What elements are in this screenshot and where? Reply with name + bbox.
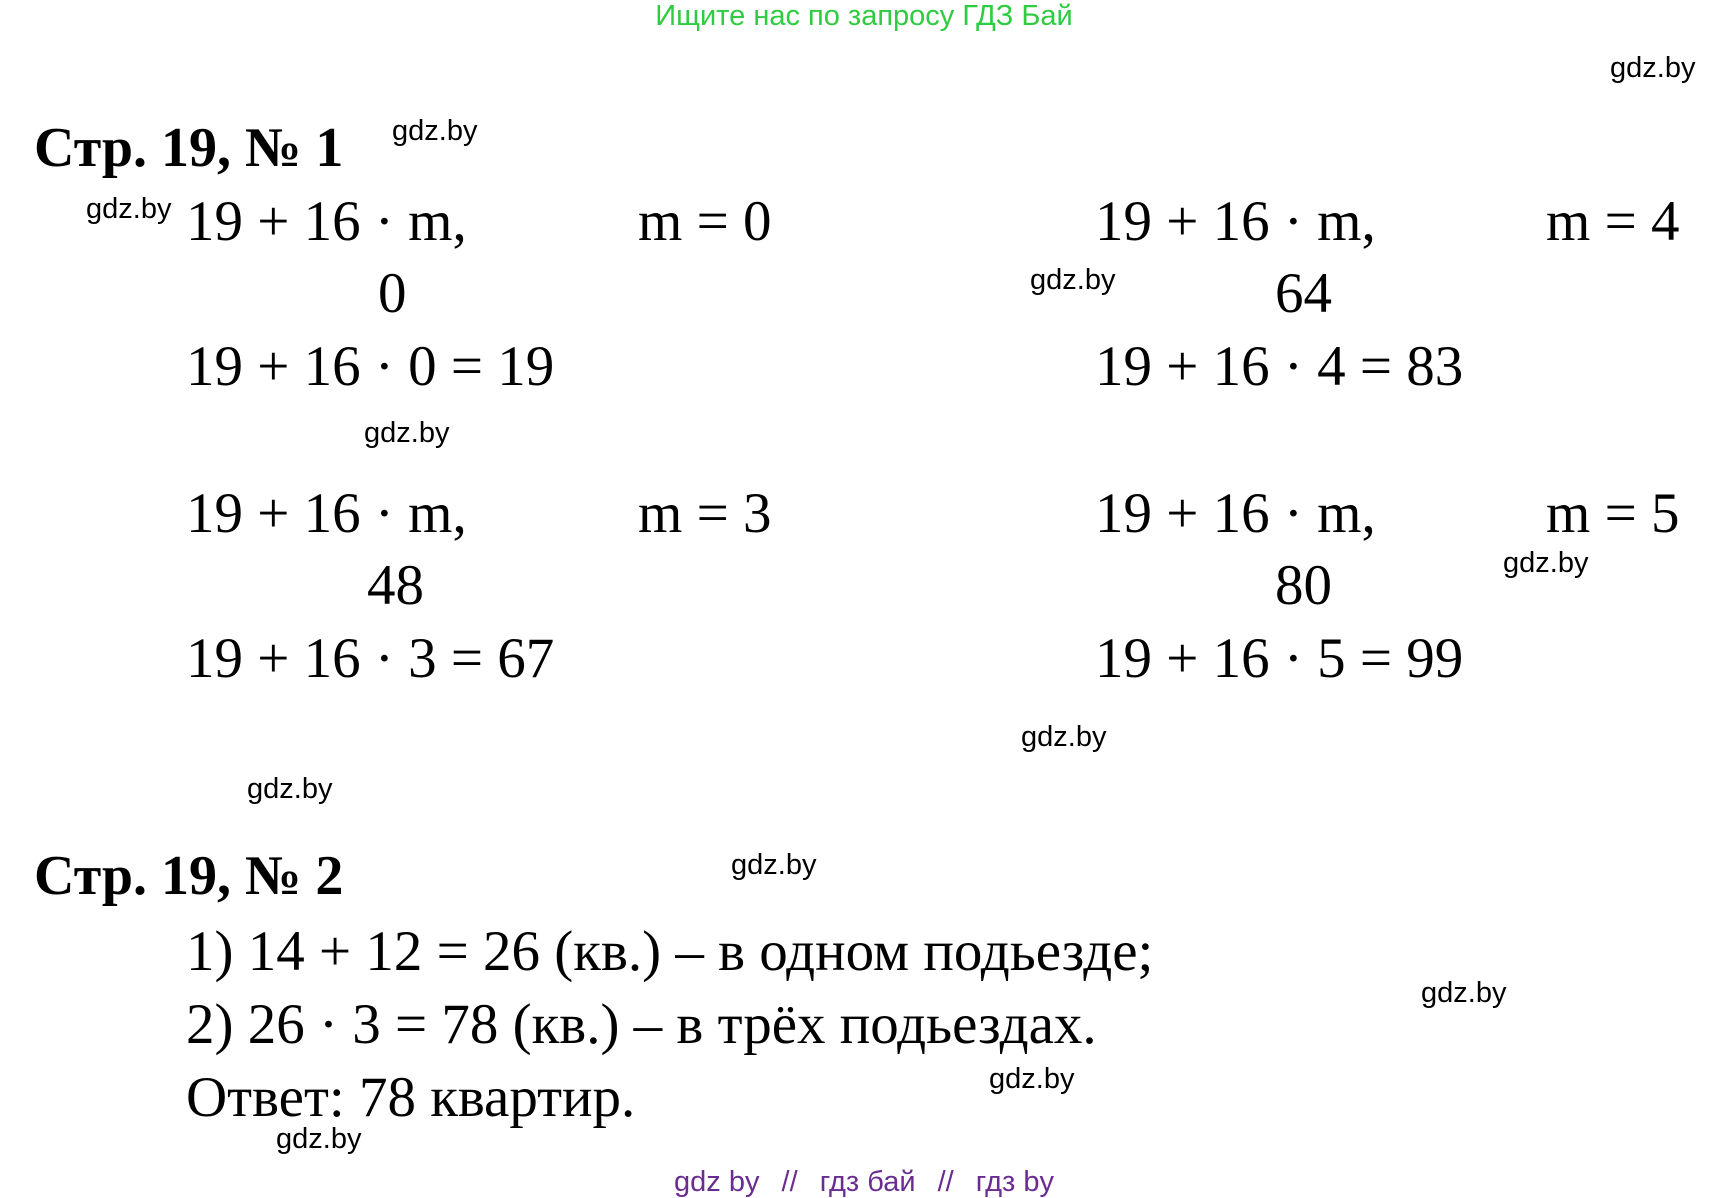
block4-result: 19 + 16 · 5 = 99 [1095,627,1464,690]
block4-condition: m = 5 [1546,482,1680,545]
footer-item-1[interactable]: gdz by [674,1166,760,1198]
watermark: gdz.by [247,773,333,805]
block3-intermediate: 48 [367,554,424,617]
watermark: gdz.by [1421,977,1507,1009]
footer-item-2[interactable]: гдз бай [819,1166,916,1198]
task2-answer: Ответ: 78 квартир. [186,1066,636,1129]
watermark: gdz.by [731,849,817,881]
block2-condition: m = 4 [1546,190,1680,253]
block3-result: 19 + 16 · 3 = 67 [186,627,555,690]
watermark: gdz.by [1021,721,1107,753]
watermark: gdz.by [276,1123,362,1155]
block4-intermediate: 80 [1275,554,1332,617]
block4-expression: 19 + 16 · m, [1095,482,1376,545]
top-banner: Ищите нас по запросу ГДЗ Бай [655,0,1073,32]
block1-result: 19 + 16 · 0 = 19 [186,335,555,398]
block3-expression: 19 + 16 · m, [186,482,467,545]
footer-item-3[interactable]: гдз by [975,1166,1054,1198]
block2-expression: 19 + 16 · m, [1095,190,1376,253]
block2-intermediate: 64 [1275,262,1332,325]
task1-heading: Стр. 19, № 1 [34,117,344,179]
block1-intermediate: 0 [378,262,407,325]
task2-heading: Стр. 19, № 2 [34,845,344,907]
block1-condition: m = 0 [638,190,772,253]
footer-separator: // [781,1166,798,1198]
block2-result: 19 + 16 · 4 = 83 [1095,335,1464,398]
block3-condition: m = 3 [638,482,772,545]
task2-line-2: 2) 26 · 3 = 78 (кв.) – в трёх подьездах. [186,993,1097,1056]
block1-expression: 19 + 16 · m, [186,190,467,253]
footer-links [0,1166,1728,1198]
watermark: gdz.by [989,1063,1075,1095]
watermark: gdz.by [392,115,478,147]
watermark: gdz.by [86,193,172,225]
watermark: gdz.by [1030,264,1116,296]
watermark: gdz.by [1610,52,1696,84]
watermark: gdz.by [364,417,450,449]
footer-separator: // [937,1166,954,1198]
task2-line-1: 1) 14 + 12 = 26 (кв.) – в одном подьезде; [186,920,1154,983]
watermark: gdz.by [1503,547,1589,579]
